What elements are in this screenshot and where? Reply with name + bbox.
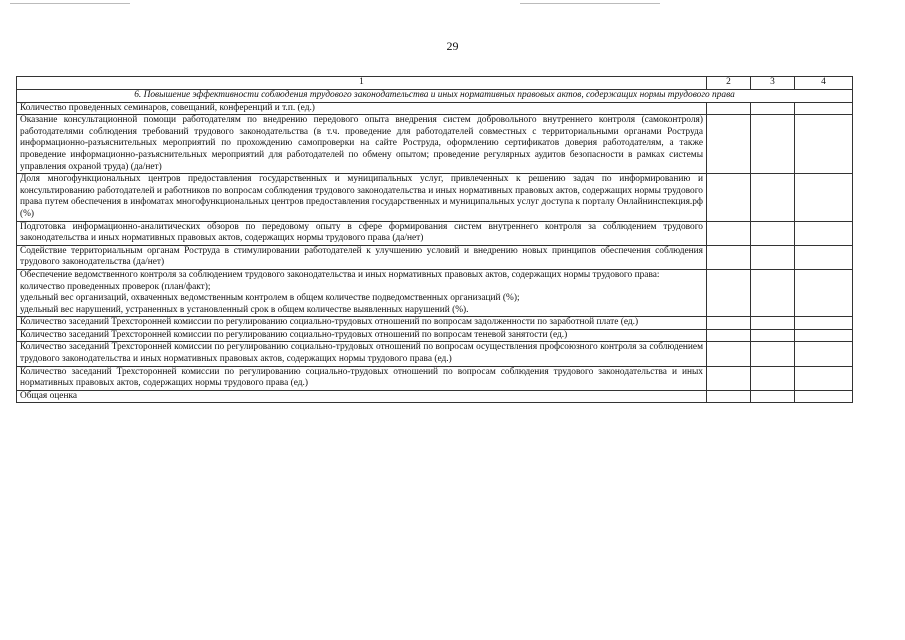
column-number-row bbox=[17, 77, 853, 90]
indicator-description: Подготовка информационно-аналитических обзоров по передовому опыту в сфере формирования систем внутреннего контроля за соблюдением трудового законодательства и иных нормативных правовых актов, содержащих нормы трудового права (да/нет) bbox=[17, 221, 707, 245]
table-row bbox=[17, 366, 853, 390]
value-cell-col-4 bbox=[795, 317, 853, 330]
value-cell-col-2 bbox=[707, 174, 751, 221]
section-heading-row bbox=[17, 90, 853, 103]
value-cell-col-3 bbox=[751, 245, 795, 269]
indicator-description: Количество заседаний Трехсторонней комиссии по регулированию социально-трудовых отношений по вопросам осуществления профсоюзного контроля за соблюдением трудового законодательства и иных нормативных правовых актов, содержащих нормы трудового права (ед.) bbox=[17, 342, 707, 366]
column-number-4: 4 bbox=[795, 77, 853, 90]
value-cell-col-3 bbox=[751, 221, 795, 245]
value-cell-col-3 bbox=[751, 342, 795, 366]
value-cell-col-3 bbox=[751, 390, 795, 403]
value-cell-col-2 bbox=[707, 245, 751, 269]
column-number-2: 2 bbox=[707, 77, 751, 90]
indicator-description: Количество заседаний Трехсторонней комиссии по регулированию социально-трудовых отношений по вопросам теневой занятости (ед.) bbox=[17, 329, 707, 342]
value-cell-col-4 bbox=[795, 174, 853, 221]
table-row bbox=[17, 221, 853, 245]
indicator-description: Количество заседаний Трехсторонней комиссии по регулированию социально-трудовых отношений по вопросам соблюдения трудового законодательства и иных нормативных правовых актов, содержащих нормы трудового права (ед.) bbox=[17, 366, 707, 390]
indicator-description: Количество проведенных семинаров, совещаний, конференций и т.п. (ед.) bbox=[17, 102, 707, 115]
value-cell-col-2 bbox=[707, 329, 751, 342]
indicator-description: Обеспечение ведомственного контроля за соблюдением трудового законодательства и иных нормативных правовых актов, содержащих нормы трудового права: количество проведенных проверок (план/факт); удельный вес организаций, охваченных ведомственным контролем в общем количестве подведомственных организаций (%); удельный вес нарушений, устраненных в установленный срок в общем количестве выявленных нарушений (%). bbox=[17, 269, 707, 316]
indicator-description: Доля многофункциональных центров предоставления государственных и муниципальных услуг, привлеченных к решению задач по информированию и консультированию работодателей и работников по вопросам соблюдения трудового законодательства и иных нормативных правовых актов, содержащих нормы трудового права путем обеспечения в инфоматах многофункциональных центров предоставления государственных и муниципальных услуг доступа к порталу Онлайнинспекция.рф (%) bbox=[17, 174, 707, 221]
value-cell-col-3 bbox=[751, 366, 795, 390]
table-row bbox=[17, 245, 853, 269]
value-cell-col-4 bbox=[795, 366, 853, 390]
value-cell-col-3 bbox=[751, 269, 795, 316]
value-cell-col-2 bbox=[707, 269, 751, 316]
table-row bbox=[17, 342, 853, 366]
indicator-description: Оказание консультационной помощи работодателям по внедрению передового опыта внедрения систем добровольного внутреннего контроля (самоконтроля) работодателями соблюдения требований трудового законодательства (в т.ч. проведение для работодателей совместных с территориальными органами Роструда информационно-разъяснительных мероприятий по прохождению самопроверки на сайте Роструда, оформлению сертификатов доверия работодателям, а также проведение информационно-разъяснительных мероприятий для работодателей по обмену опытом; проведение регулярных аудитов безопасности в рамках системы управления охраной труда) (да/нет) bbox=[17, 115, 707, 174]
value-cell-col-4 bbox=[795, 221, 853, 245]
value-cell-col-3 bbox=[751, 174, 795, 221]
value-cell-col-4 bbox=[795, 115, 853, 174]
value-cell-col-3 bbox=[751, 329, 795, 342]
value-cell-col-3 bbox=[751, 115, 795, 174]
value-cell-col-3 bbox=[751, 317, 795, 330]
top-edge-rule bbox=[520, 3, 660, 4]
indicator-description: Общая оценка bbox=[17, 390, 707, 403]
top-edge-rule bbox=[10, 3, 130, 4]
indicator-description: Содействие территориальным органам Роструда в стимулировании работодателей к улучшению условий и внедрению новых принципов обеспечения соблюдения трудового законодательства (да/нет) bbox=[17, 245, 707, 269]
table-row bbox=[17, 329, 853, 342]
table-row bbox=[17, 390, 853, 403]
value-cell-col-2 bbox=[707, 221, 751, 245]
table-row bbox=[17, 174, 853, 221]
column-number-1: 1 bbox=[17, 77, 707, 90]
value-cell-col-2 bbox=[707, 317, 751, 330]
table-row bbox=[17, 317, 853, 330]
indicator-description: Количество заседаний Трехсторонней комиссии по регулированию социально-трудовых отношений по вопросам задолженности по заработной плате (ед.) bbox=[17, 317, 707, 330]
value-cell-col-2 bbox=[707, 390, 751, 403]
value-cell-col-2 bbox=[707, 342, 751, 366]
value-cell-col-2 bbox=[707, 115, 751, 174]
value-cell-col-3 bbox=[751, 102, 795, 115]
value-cell-col-4 bbox=[795, 245, 853, 269]
table-row bbox=[17, 269, 853, 316]
value-cell-col-4 bbox=[795, 102, 853, 115]
value-cell-col-2 bbox=[707, 366, 751, 390]
column-number-3: 3 bbox=[751, 77, 795, 90]
value-cell-col-4 bbox=[795, 329, 853, 342]
value-cell-col-2 bbox=[707, 102, 751, 115]
evaluation-table bbox=[16, 76, 853, 403]
value-cell-col-4 bbox=[795, 269, 853, 316]
page-number: 29 bbox=[446, 39, 459, 53]
section-title: 6. Повышение эффективности соблюдения трудового законодательства и иных нормативных правовых актов, содержащих нормы трудового права bbox=[17, 90, 853, 103]
value-cell-col-4 bbox=[795, 390, 853, 403]
table-row bbox=[17, 115, 853, 174]
table-row bbox=[17, 102, 853, 115]
value-cell-col-4 bbox=[795, 342, 853, 366]
